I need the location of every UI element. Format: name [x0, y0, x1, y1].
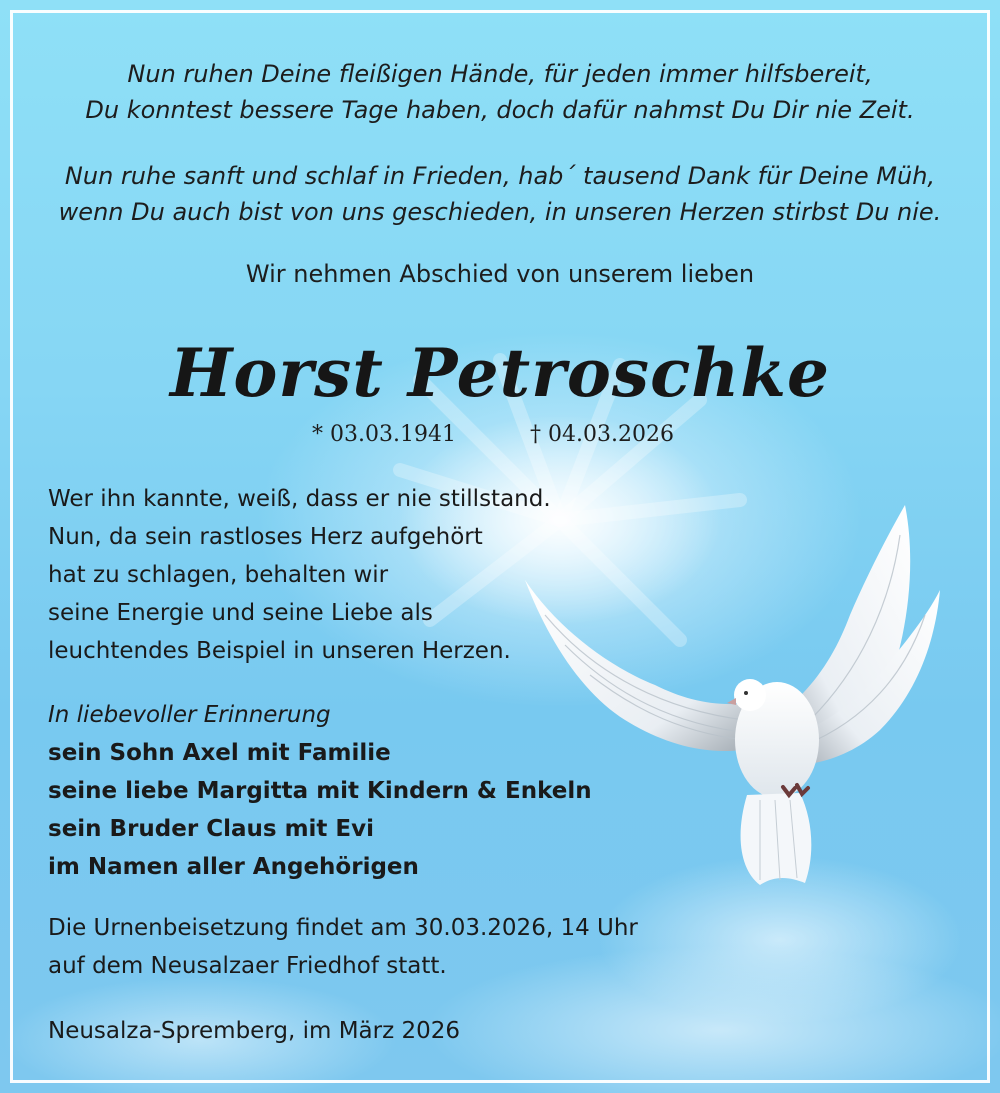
- mourner-line: sein Sohn Axel mit Familie: [48, 740, 391, 766]
- verse-stanza-1: [0, 56, 1000, 128]
- memorial-poem: [48, 480, 551, 670]
- poem-line: leuchtendes Beispiel in unseren Herzen.: [48, 638, 511, 664]
- verse-line: Nun ruhen Deine fleißigen Hände, für jeden immer hilfsbereit,: [127, 60, 873, 88]
- burial-line: Die Urnenbeisetzung findet am 30.03.2026, 14 Uhr: [48, 915, 638, 941]
- deceased-name: Horst Petroschke: [170, 334, 830, 412]
- poem-line: seine Energie und seine Liebe als: [48, 600, 433, 626]
- death-date: † 04.03.2026: [530, 422, 674, 447]
- mourner-line: sein Bruder Claus mit Evi: [48, 816, 375, 842]
- verse-stanza-2: [0, 158, 1000, 230]
- mourner-line: im Namen aller Angehörigen: [48, 854, 419, 880]
- burial-notice: [48, 909, 638, 985]
- verse-line: wenn Du auch bist von uns geschieden, in unseren Herzen stirbst Du nie.: [58, 198, 942, 226]
- verse-line: Du konntest bessere Tage haben, doch dafür nahmst Du Dir nie Zeit.: [85, 96, 915, 124]
- birth-date: * 03.03.1941: [312, 422, 456, 447]
- place-and-date: Neusalza-Spremberg, im März 2026: [48, 1018, 461, 1044]
- poem-line: Nun, da sein rastloses Herz aufgehört: [48, 524, 483, 550]
- poem-line: Wer ihn kannte, weiß, dass er nie stillstand.: [48, 486, 551, 512]
- poem-line: hat zu schlagen, behalten wir: [48, 562, 389, 588]
- white-dove-icon: [515, 495, 955, 895]
- farewell-intro: Wir nehmen Abschied von unserem lieben: [245, 260, 755, 288]
- mourner-line: seine liebe Margitta mit Kindern & Enkeln: [48, 778, 592, 804]
- verse-line: Nun ruhe sanft und schlaf in Frieden, hab´ tausend Dank für Deine Müh,: [64, 162, 936, 190]
- mourners-section: [48, 696, 592, 886]
- burial-line: auf dem Neusalzaer Friedhof statt.: [48, 953, 447, 979]
- memory-lead: In liebevoller Erinnerung: [48, 702, 331, 728]
